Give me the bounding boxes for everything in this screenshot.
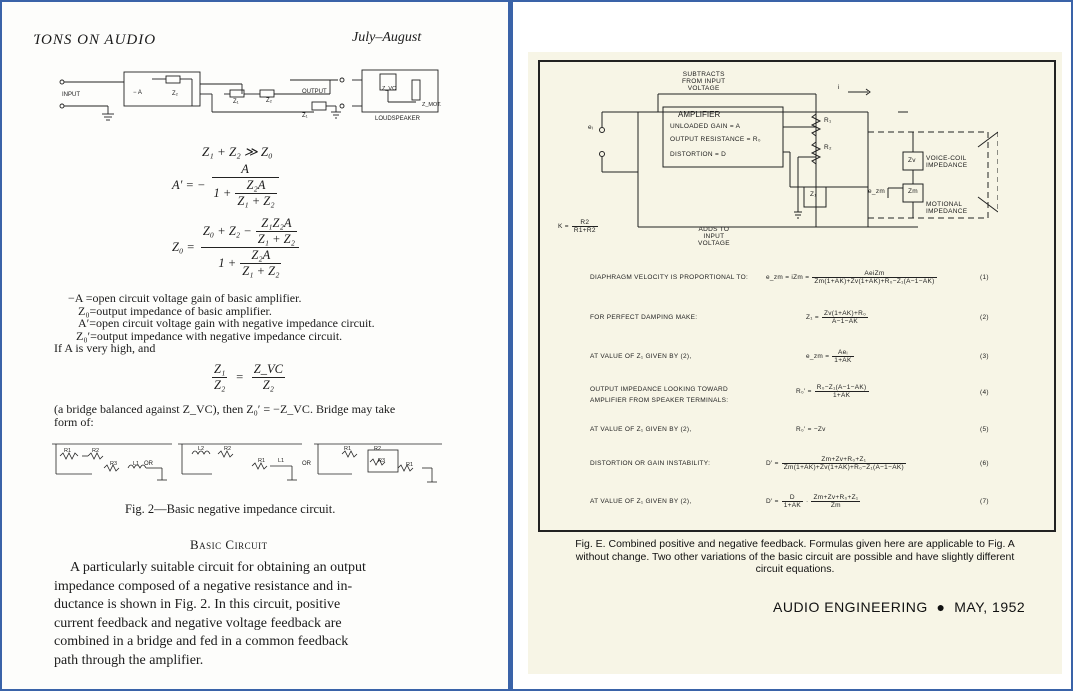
formula-denominator: Zm(1+AK)+Zv(1+AK)+R₀−Z₁(A−1−AK)	[783, 464, 904, 471]
formula-expression	[766, 270, 937, 285]
label-zv: Zv	[908, 157, 916, 164]
formula-label: FOR PERFECT DAMPING MAKE:	[590, 314, 698, 321]
label-voice-coil	[926, 155, 967, 169]
formula-multiplier-denominator: Zm	[830, 502, 841, 509]
label-amplifier: AMPLIFIER	[678, 110, 721, 119]
formula-numerator: R₀−Z₁(A−1−AK)	[816, 384, 867, 391]
formula-denominator: Zm(1+AK)+Zv(1+AK)+R₀−Z₁(A−1−AK)	[814, 278, 935, 285]
ratio-equals: =	[235, 370, 244, 384]
equation-z0-num-num: Z₁Z₂A	[256, 216, 297, 232]
formula-numerator: Zv(1+AK)+R₀	[823, 310, 867, 317]
formula-label: AT VALUE OF Z₁ GIVEN BY (2),	[590, 426, 692, 433]
equation-gain-numerator: A	[212, 162, 279, 178]
formula-lhs: e_zm =	[806, 353, 830, 360]
definition-item: −A =open circuit voltage gain of basic amplifier.	[68, 291, 302, 305]
label-k-formula	[558, 219, 598, 234]
formula-numerator: Aeᵢ	[832, 349, 853, 357]
bridge-label-r1d: R1	[406, 462, 414, 468]
formula-label	[590, 384, 728, 406]
formula-numerator: D	[782, 494, 803, 502]
paragraph-line: path through the amplifier.	[54, 652, 204, 668]
label-output-resistance: OUTPUT RESISTANCE = R₀	[670, 136, 761, 143]
formula-label: DISTORTION OR GAIN INSTABILITY:	[590, 460, 711, 467]
ratio-left-den: Z₂	[214, 378, 226, 392]
formula-number: (1)	[980, 274, 989, 281]
equation-z0-den-den: Z₁ + Z₂	[242, 264, 280, 278]
if-text: If A is very high, and	[54, 341, 156, 355]
figure-caption-line: circuit equations.	[755, 563, 835, 575]
equation-gain-lhs: A′ = −	[172, 178, 206, 192]
bridge-label-r1b: R1	[258, 458, 266, 464]
paragraph-line: impedance composed of a negative resistance and in-	[54, 578, 353, 594]
formula-denominator: 1+AK	[834, 357, 852, 364]
definition-item: Z₀=output impedance of basic amplifier.	[78, 303, 272, 318]
formula-expression	[806, 349, 854, 364]
definition-item: A′=open circuit voltage gain with negative impedance circuit.	[78, 316, 375, 330]
equation-gain-den-den: Z₁ + Z₂	[237, 194, 275, 208]
definitions-list	[54, 292, 375, 355]
diagram-label-input: INPUT	[62, 92, 80, 98]
ratio-right-den: Z₂	[262, 378, 274, 392]
paragraph-line: current feedback and negative voltage feedback are	[54, 615, 342, 631]
label-subtracts	[682, 71, 725, 92]
figure-caption-line: without change. Two other variations of the basic circuit are possible and have slightly different	[575, 550, 1015, 563]
diagram-label-z2-box: Z₂	[172, 91, 178, 97]
label-r2: R₂	[824, 144, 832, 151]
body-paragraph	[54, 559, 454, 670]
diagram-label-zvc: Z_VC	[382, 86, 397, 92]
label-voice-coil-line: VOICE-COIL	[926, 155, 967, 162]
formula-number: (3)	[980, 353, 989, 360]
label-adds-line: INPUT	[703, 233, 725, 240]
formula-lhs: D′ =	[766, 498, 779, 505]
bridge-label-l2: L2	[198, 446, 205, 452]
equation-z0-num-prefix: Z₀ + Z₂ −	[202, 224, 252, 238]
diagram-label-z2: Z₂	[266, 98, 272, 104]
running-header-left: ΊONS ON AUDIO	[34, 32, 157, 48]
label-zm: Zm	[908, 188, 918, 195]
label-unloaded-gain: UNLOADED GAIN = A	[670, 123, 741, 130]
equation-condition: Z₁ + Z₂ ≫ Z₀	[202, 144, 273, 159]
formula-denominator: 1+AK	[783, 502, 802, 509]
equation-gain-den-prefix: 1 +	[213, 186, 232, 200]
equation-gain	[172, 162, 279, 209]
formula-number: (6)	[980, 460, 989, 467]
bridge-line-2: form of:	[54, 415, 94, 429]
formula-expression: D′ = $\frac{D}{1+AK}$ · $\frac{\text{Zm+Zv+R₀+Z₁}}{Zm}$	[766, 494, 859, 509]
label-subtracts-line: VOLTAGE	[687, 85, 720, 92]
scanned-figure-page	[528, 52, 1062, 674]
bridge-label-or-2: OR	[302, 461, 311, 467]
label-adds	[698, 226, 730, 247]
label-distortion: DISTORTION = D	[670, 151, 727, 158]
figure-caption-line: Fig. E. Combined positive and negative feedback. Formulas given here are applicable to Fig. A	[575, 538, 1015, 550]
label-k-lhs: K =	[558, 223, 569, 230]
bridge-label-r2: R2	[92, 448, 100, 454]
label-motional-line: MOTIONAL	[926, 201, 963, 208]
journal-footer: AUDIO ENGINEERING ● MAY, 1952	[773, 599, 1026, 615]
bridge-text	[54, 403, 395, 429]
formula-expression	[766, 456, 906, 471]
section-heading: Basic Circuit	[190, 537, 268, 552]
equation-gain-den-num: Z₂A	[235, 178, 276, 194]
formula-denominator: A−1−AK	[832, 318, 859, 325]
formula-number: (2)	[980, 314, 989, 321]
label-subtracts-line: FROM INPUT	[682, 78, 726, 85]
figure-caption: Fig. 2—Basic negative impedance circuit.	[125, 502, 336, 516]
formula-label-line: AMPLIFIER FROM SPEAKER TERMINALS:	[590, 397, 729, 404]
bridge-label-l1: L1	[133, 461, 140, 467]
paragraph-line: ductance is shown in Fig. 2. In this circuit, positive	[54, 597, 341, 612]
label-motional-line: IMPEDANCE	[926, 208, 968, 215]
left-journal-page	[0, 0, 510, 691]
equation-bridge-ratio	[212, 362, 285, 393]
formula-label: AT VALUE OF Z₁ GIVEN BY (2),	[590, 498, 692, 505]
formula-denominator: 1+AK	[832, 392, 851, 399]
formula-expression	[796, 384, 869, 399]
diagram-label-gain: − A	[133, 90, 142, 96]
bridge-label-r3: R3	[110, 461, 118, 467]
bridge-label-r3c: R3	[378, 458, 386, 464]
equation-output-impedance	[172, 216, 299, 279]
label-current: i	[838, 84, 840, 91]
bridge-label-r1c: R1	[344, 446, 352, 452]
bridge-line-1: (a bridge balanced against Z_VC), then Z₀′ = −Z_VC. Bridge may take	[54, 402, 396, 416]
diagram-label-loudspeaker: LOUDSPEAKER	[375, 116, 421, 122]
equation-z0-lhs: Z₀ =	[172, 240, 195, 254]
formula-lhs: R₀′ =	[796, 388, 812, 395]
equation-z0-den-prefix: 1 +	[218, 256, 237, 270]
formula-number: (5)	[980, 426, 989, 433]
paragraph-line: combined in a bridge and fed in a common feedback	[54, 634, 349, 649]
formula-lhs: e_zm = iZm =	[766, 274, 810, 281]
bridge-label-r1: R1	[64, 448, 72, 454]
label-r1: R₁	[824, 117, 832, 124]
formula-expression	[806, 310, 868, 325]
label-adds-line: ADDS TO	[698, 226, 730, 233]
formula-label: AT VALUE OF Z₁ GIVEN BY (2),	[590, 353, 692, 360]
label-subtracts-line: SUBTRACTS	[682, 71, 725, 78]
label-ezm: e_zm	[868, 188, 886, 195]
formula-label-line: OUTPUT IMPEDANCE LOOKING TOWARD	[590, 386, 728, 393]
diagram-label-zmot: Z_MOT.	[422, 102, 442, 108]
ratio-left-num: Z₁	[214, 362, 226, 376]
paragraph-line: A particularly suitable circuit for obtaining an output	[70, 560, 366, 575]
formula-lhs: R₀′ = −Zv	[796, 426, 826, 433]
formula-number: (7)	[980, 498, 989, 505]
bridge-label-or-1: OR	[144, 461, 153, 467]
label-k-num: R2	[572, 219, 598, 227]
label-voice-coil-line: IMPEDANCE	[926, 162, 968, 169]
formula-numerator: AeiZm	[812, 270, 936, 278]
label-zl: Z₁	[810, 191, 817, 198]
bridge-label-r2b: R2	[224, 446, 232, 452]
diagram-label-output: OUTPUT	[302, 89, 327, 95]
equation-z0-den-num: Z₂A	[240, 248, 281, 264]
diagram-label-z1-low: Z₁	[302, 113, 308, 119]
label-k-den: R1+R2	[573, 227, 596, 234]
formula-lhs: Z₁ =	[806, 314, 819, 321]
equation-z0-num-den: Z₁ + Z₂	[257, 232, 295, 246]
formula-numerator: Zm+Zv+R₀+Z₁	[782, 456, 906, 464]
bridge-label-l1b: L1	[278, 458, 285, 464]
formula-multiplier-numerator: Zm+Zv+R₀+Z₁	[813, 494, 859, 501]
diagram-label-z1: Z₁	[233, 99, 239, 105]
definition-item: Z₀′=output impedance with negative impedance circuit.	[76, 328, 343, 343]
bridge-label-r2c: R2	[374, 446, 382, 452]
running-header-right: July–August	[352, 30, 422, 45]
label-adds-line: VOLTAGE	[698, 240, 730, 247]
formula-number: (4)	[980, 389, 989, 396]
label-motional	[926, 201, 967, 215]
ratio-right-num: Z_VC	[253, 362, 283, 376]
label-ei: eᵢ	[588, 124, 594, 131]
formula-lhs: D′ =	[766, 460, 779, 467]
formula-label: DIAPHRAGM VELOCITY IS PROPORTIONAL TO:	[590, 274, 749, 281]
figure-caption-block	[538, 538, 1052, 576]
right-journal-page	[510, 0, 1073, 691]
